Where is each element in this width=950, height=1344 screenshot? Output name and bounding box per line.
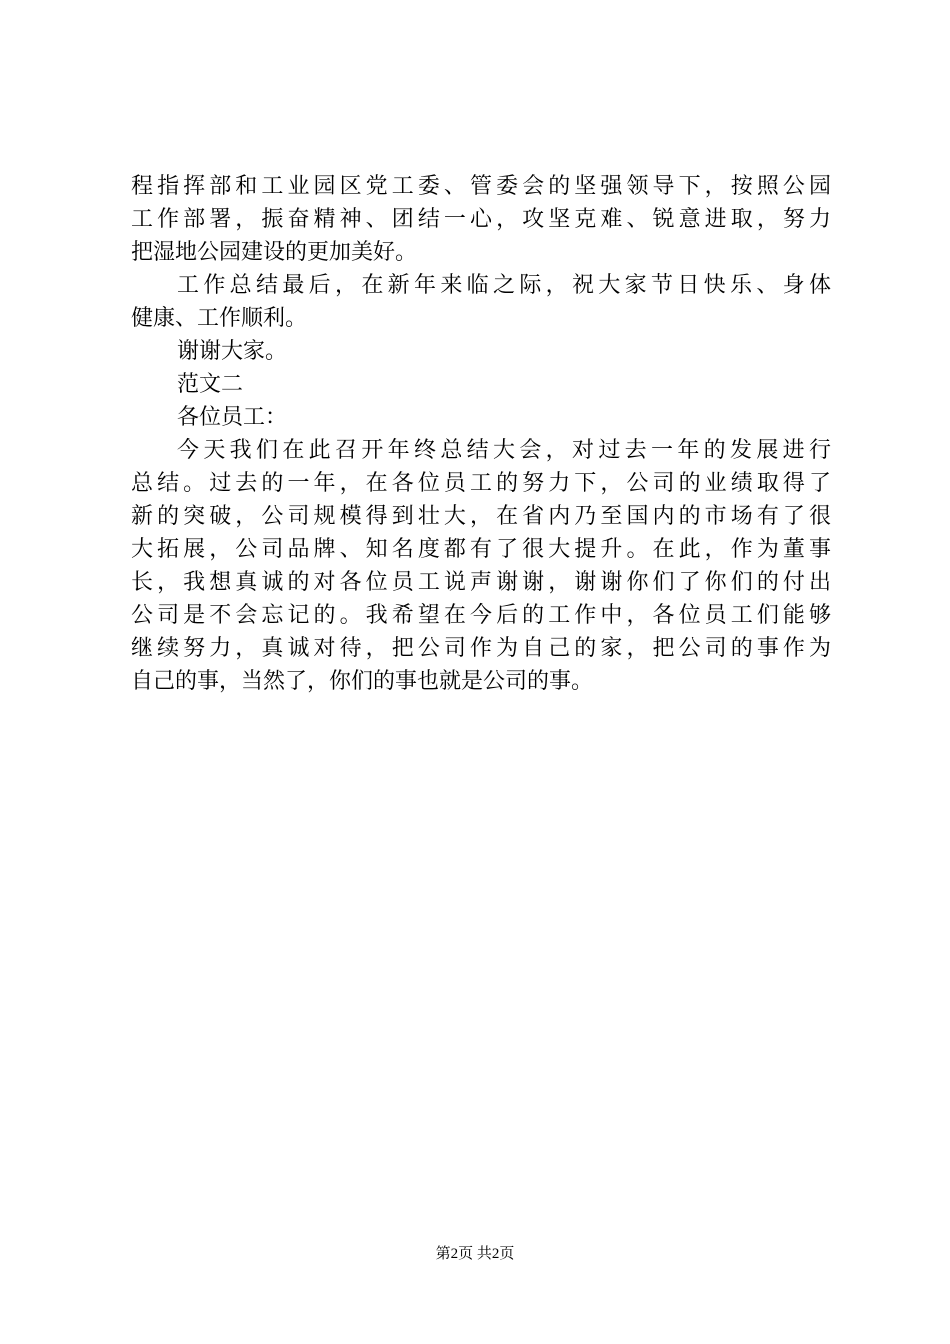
text-line: 长，我想真诚的对各位员工说声谢谢，谢谢你们了你们的付出 — [131, 570, 831, 595]
thanks-line: 谢谢大家。 — [177, 339, 288, 364]
text-line: 大拓展，公司品牌、知名度都有了很大提升。在此，作为董事 — [131, 537, 831, 562]
text-line: 今天我们在此召开年终总结大会，对过去一年的发展进行 — [177, 438, 831, 463]
text-line: 继续努力，真诚对待，把公司作为自己的家，把公司的事作为 — [131, 636, 831, 661]
sample-title: 范文二 — [177, 372, 244, 397]
salutation: 各位员工： — [177, 405, 288, 430]
document-body — [131, 170, 831, 698]
text-line: 新的突破，公司规模得到壮大，在省内乃至国内的市场有了很 — [131, 504, 831, 529]
page-number-footer: 第2页 共2页 — [435, 1246, 515, 1262]
text-line: 工作总结最后，在新年来临之际，祝大家节日快乐、身体 — [177, 273, 831, 298]
text-line: 健康、工作顺利。 — [131, 306, 308, 331]
text-line: 把湿地公园建设的更加美好。 — [131, 240, 418, 265]
text-line: 程指挥部和工业园区党工委、管委会的坚强领导下，按照公园 — [131, 174, 831, 199]
text-line: 总结。过去的一年，在各位员工的努力下，公司的业绩取得了 — [131, 471, 831, 496]
text-line: 自己的事，当然了，你们的事也就是公司的事。 — [131, 669, 594, 694]
text-line: 公司是不会忘记的。我希望在今后的工作中，各位员工们能够 — [131, 603, 831, 628]
text-line: 工作部署，振奋精神、团结一心，攻坚克难、锐意进取，努力 — [131, 207, 831, 232]
